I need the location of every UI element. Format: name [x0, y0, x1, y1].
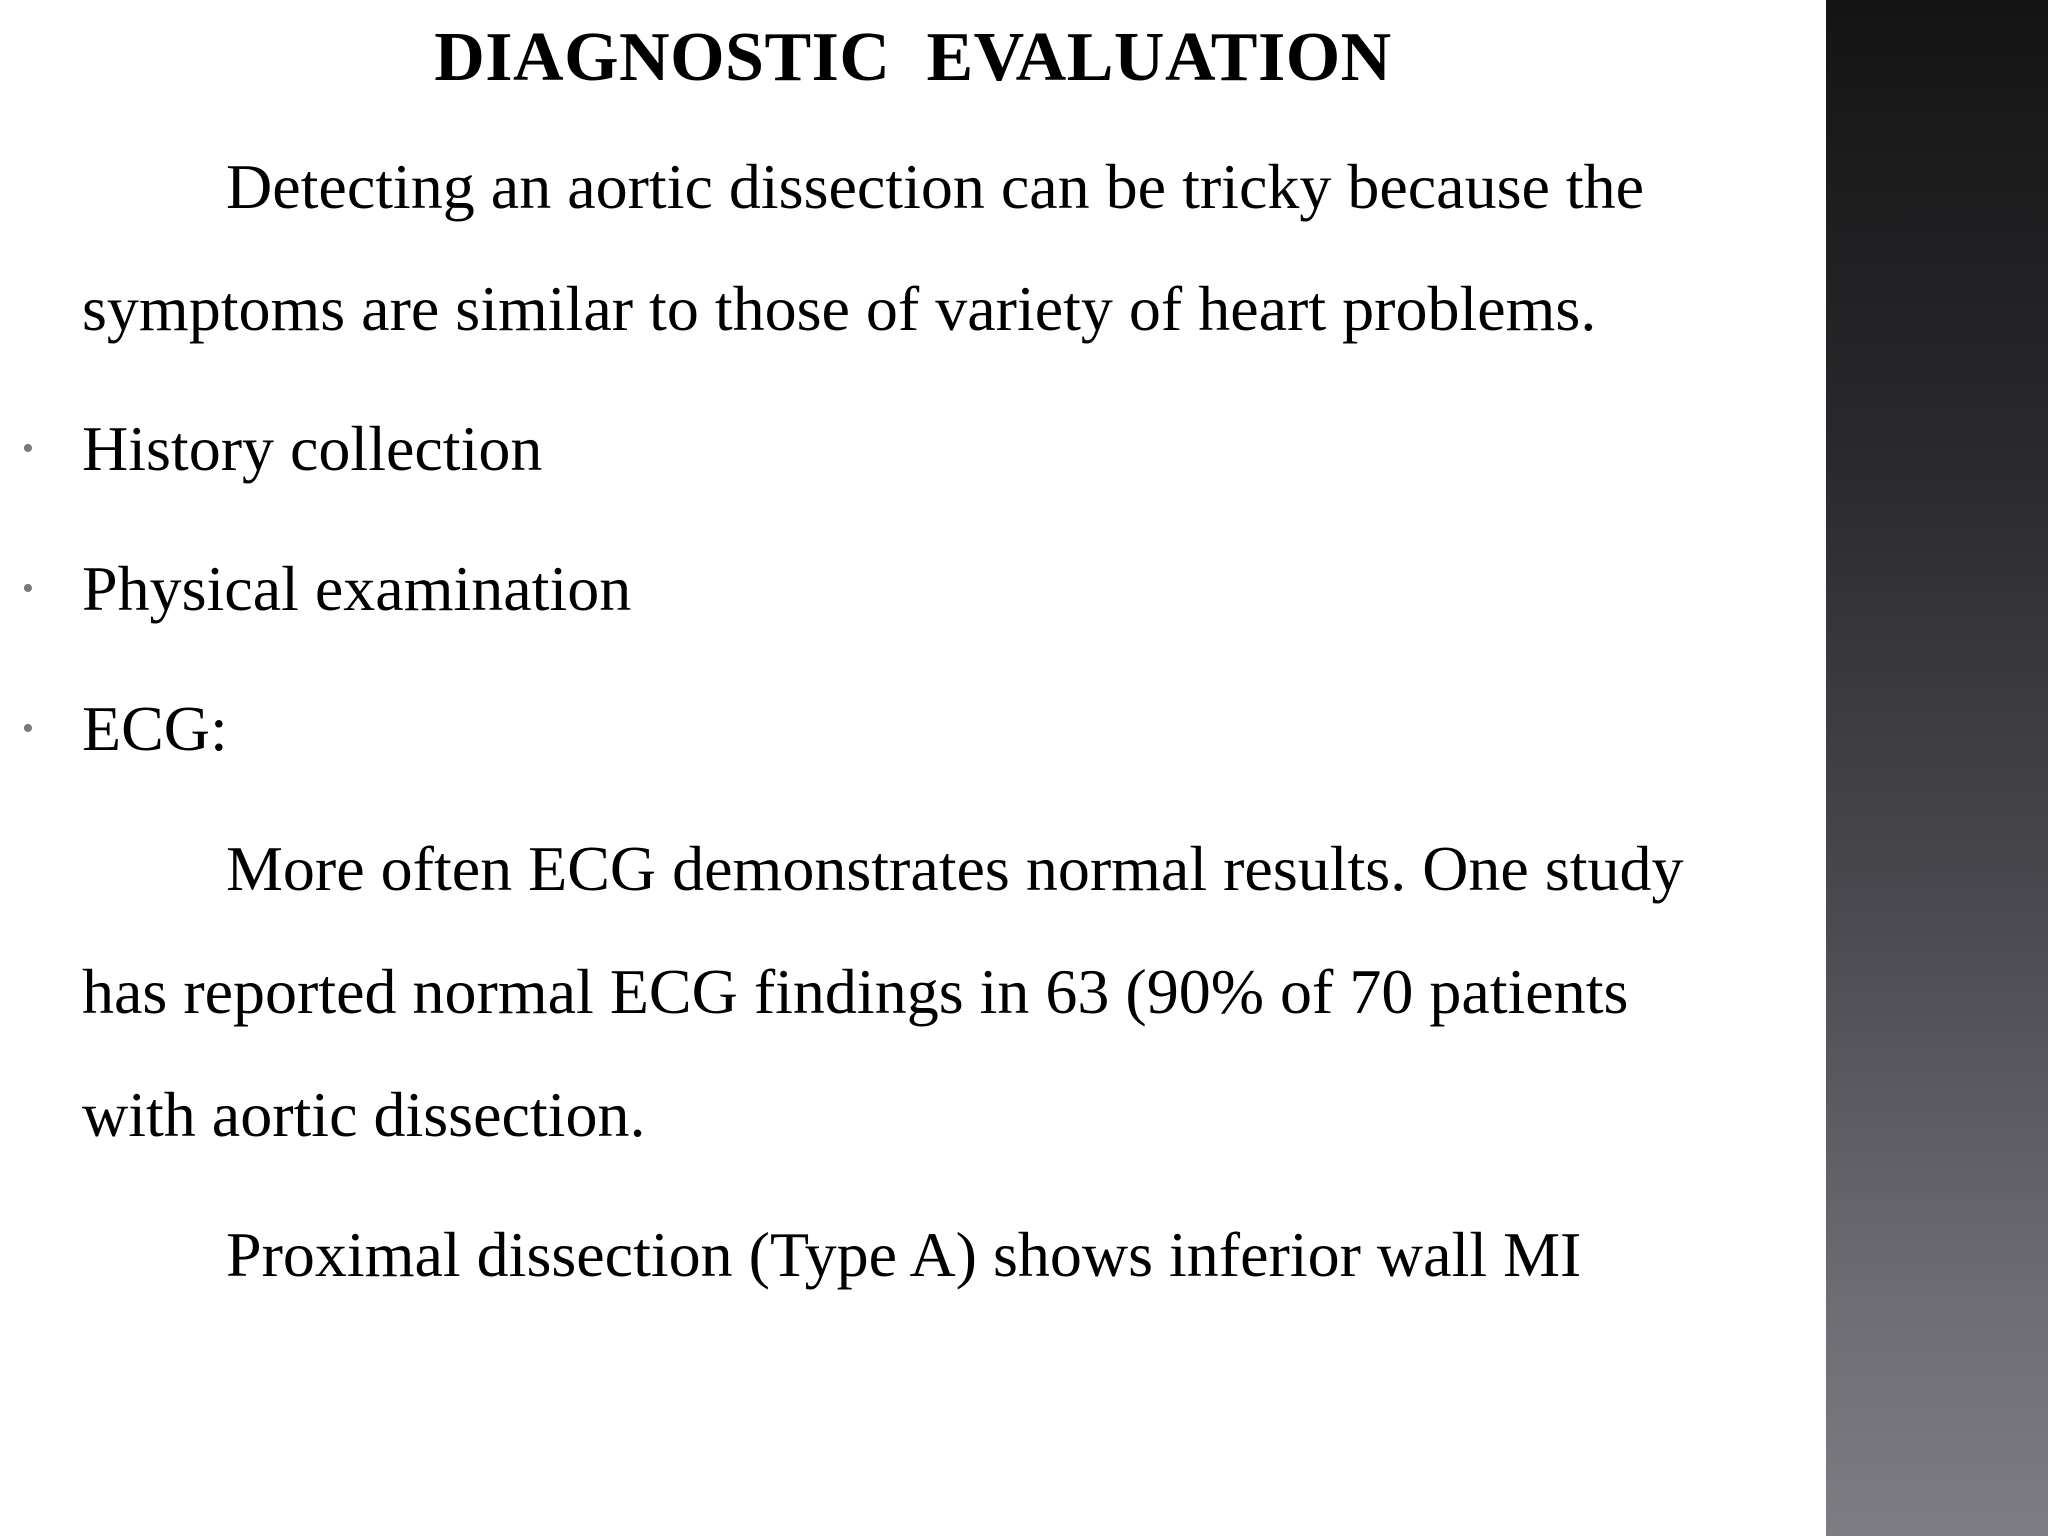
- bullet-label-history: History collection: [82, 413, 543, 484]
- bullet-icon: •: [22, 430, 34, 467]
- intro-line-1: Detecting an aortic dissection can be tricky because the: [226, 151, 1645, 222]
- slide-title: DIAGNOSTIC EVALUATION: [434, 19, 1392, 96]
- ecg-paragraph-line-3: with aortic dissection.: [82, 1079, 646, 1150]
- intro-line-2: symptoms are similar to those of variety of heart problems.: [82, 273, 1597, 344]
- ecg-paragraph-line-1: More often ECG demonstrates normal results. One study: [226, 833, 1684, 904]
- bullet-icon: •: [22, 710, 34, 747]
- bullet-label-physical: Physical examination: [82, 553, 632, 624]
- side-decoration-panel: [1826, 0, 2048, 1536]
- proximal-dissection-line: Proximal dissection (Type A) shows inferior wall MI: [226, 1219, 1582, 1290]
- bullet-icon: •: [22, 570, 34, 607]
- ecg-paragraph-line-2: has reported normal ECG findings in 63 (90% of 70 patients: [82, 956, 1629, 1027]
- bullet-label-ecg: ECG:: [82, 693, 228, 764]
